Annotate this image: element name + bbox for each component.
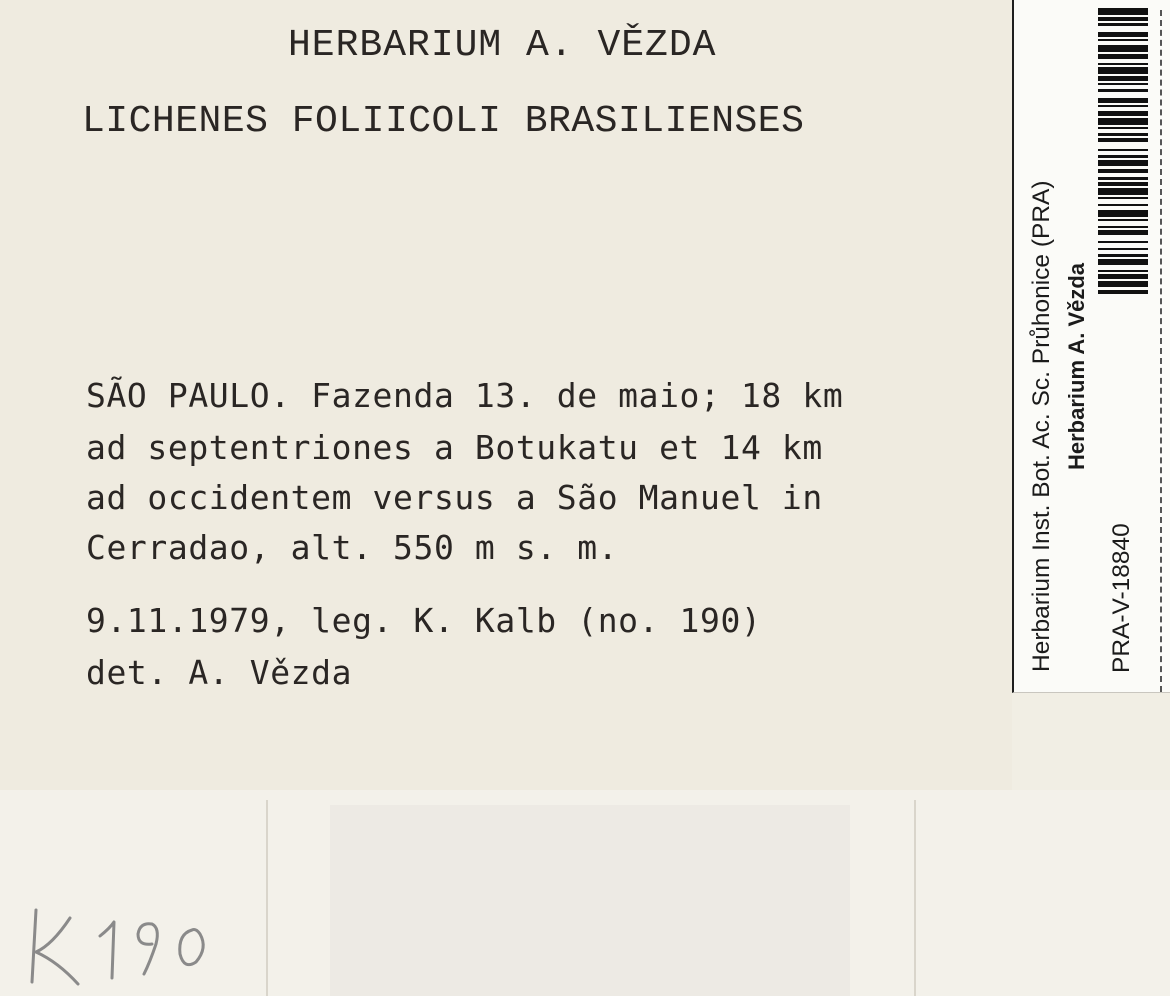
barcode-bar <box>1098 133 1148 135</box>
locality-line: SÃO PAULO. Fazenda 13. de maio; 18 km <box>86 376 844 415</box>
fold-line <box>266 800 268 996</box>
barcode-bar <box>1098 63 1148 65</box>
barcode-bar <box>1098 32 1148 36</box>
barcode-bar <box>1098 197 1148 199</box>
barcode-bar <box>1098 270 1148 272</box>
barcode-bar <box>1098 39 1148 41</box>
locality-line: ad occidentem versus a São Manuel in <box>86 478 823 517</box>
barcode-bar <box>1098 149 1148 151</box>
barcode-bar <box>1098 138 1148 142</box>
barcode-graphic <box>1098 8 1148 440</box>
institution-text: Herbarium Inst. Bot. Ac. Sc. Průhonice (PRA) <box>1028 180 1055 672</box>
barcode-bar <box>1098 254 1148 256</box>
specimen-id-text: PRA-V-18840 <box>1108 523 1135 673</box>
barcode-bar <box>1098 230 1148 234</box>
herbarium-name-text: Herbarium A. Vězda <box>1064 262 1089 470</box>
barcode-bar <box>1098 45 1148 52</box>
cut-line <box>1160 10 1162 692</box>
barcode-bar <box>1098 8 1148 15</box>
barcode-bar <box>1098 241 1148 243</box>
collection-title: LICHENES FOLIICOLI BRASILIENSES <box>82 100 805 143</box>
barcode-bar <box>1098 67 1148 74</box>
barcode-bar <box>1098 105 1148 107</box>
barcode-bar <box>1098 226 1148 228</box>
barcode-bar <box>1098 155 1148 157</box>
locality-line: ad septentriones a Botukatu et 14 km <box>86 428 823 467</box>
determiner-line: det. A. Vězda <box>86 653 353 692</box>
barcode-bar <box>1098 274 1148 278</box>
barcode-bar <box>1098 210 1148 217</box>
barcode-bar <box>1098 111 1148 115</box>
barcode-bar <box>1098 98 1148 102</box>
barcode-bar <box>1098 290 1148 294</box>
barcode-bar <box>1098 188 1148 195</box>
barcode-bar <box>1098 83 1148 85</box>
barcode-bar <box>1098 54 1148 58</box>
barcode-bar <box>1098 182 1148 186</box>
barcode-bar <box>1098 204 1148 206</box>
barcode-bar <box>1098 23 1148 25</box>
handwritten-note <box>22 900 222 990</box>
collection-date-collector: 9.11.1979, leg. K. Kalb (no. 190) <box>86 601 762 640</box>
barcode-bar <box>1098 17 1148 21</box>
barcode-bar <box>1098 76 1148 80</box>
herbarium-title: HERBARIUM A. VĚZDA <box>288 24 717 67</box>
barcode-bar <box>1098 281 1148 288</box>
barcode-bar <box>1098 177 1148 179</box>
barcode-bar <box>1098 127 1148 129</box>
envelope-shadow <box>330 805 850 996</box>
barcode-bar <box>1098 118 1148 125</box>
barcode-bar <box>1098 248 1148 250</box>
locality-line: Cerradao, alt. 550 m s. m. <box>86 528 619 567</box>
barcode-bar <box>1098 160 1148 167</box>
barcode-bar <box>1098 169 1148 173</box>
barcode-bar <box>1098 89 1148 91</box>
fold-line <box>914 800 916 996</box>
barcode-bar <box>1098 219 1148 221</box>
barcode-bar <box>1098 259 1148 266</box>
